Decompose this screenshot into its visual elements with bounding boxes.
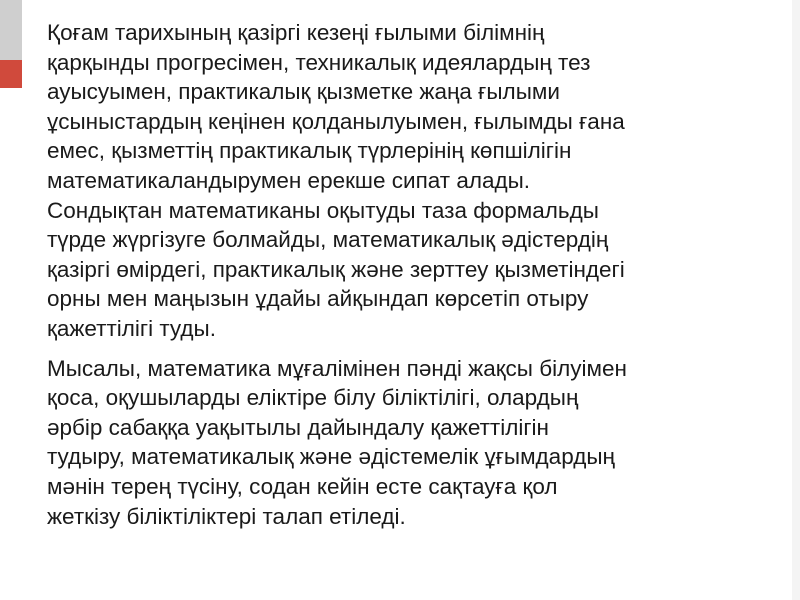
text-line: Сондықтан математиканы оқытуды таза формальды bbox=[47, 197, 599, 223]
text-line: орны мен маңызын ұдайы айқындап көрсетіп отыру bbox=[47, 286, 589, 312]
text-line: мәнін терең түсіну, содан кейін есте сақтауға қол bbox=[47, 473, 558, 499]
accent-grey-segment bbox=[0, 0, 22, 60]
text-line: ауысуымен, практикалық қызметке жаңа ғылыми bbox=[47, 79, 560, 105]
text-line: ұсыныстардың кеңінен қолданылуымен, ғылымды ғана bbox=[47, 108, 625, 134]
right-edge-strip bbox=[792, 0, 800, 600]
left-accent-bar bbox=[0, 0, 22, 600]
text-line: қажеттілігі туды. bbox=[47, 315, 216, 341]
paragraph-1 bbox=[47, 18, 769, 344]
text-line: жеткізу біліктіліктері талап етіледі. bbox=[47, 503, 406, 529]
text-line: қоса, оқушыларды еліктіре білу біліктілігі, олардың bbox=[47, 385, 579, 411]
slide-body bbox=[47, 18, 769, 531]
accent-red-segment bbox=[0, 60, 22, 88]
paragraph-2 bbox=[47, 354, 769, 532]
text-line: әрбір сабаққа уақытылы дайындалу қажеттілігін bbox=[47, 414, 549, 440]
text-line: қарқынды прогресімен, техникалық идеялардың тез bbox=[47, 49, 591, 75]
text-line: түрде жүргізуге болмайды, математикалық әдістердің bbox=[47, 227, 609, 253]
text-line: емес, қызметтің практикалық түрлерінің көпшілігін bbox=[47, 138, 572, 164]
text-line: математикаландырумен ерекше сипат алады. bbox=[47, 167, 531, 193]
text-line: Мысалы, математика мұғалімінен пәнді жақсы білуімен bbox=[47, 355, 627, 381]
text-line: қазіргі өмірдегі, практикалық және зерттеу қызметіндегі bbox=[47, 256, 625, 282]
text-line: Қоғам тарихының қазіргі кезеңі ғылыми білімнің bbox=[47, 20, 545, 45]
text-line: тудыру, математикалық және әдістемелік ұғымдардың bbox=[47, 444, 615, 470]
